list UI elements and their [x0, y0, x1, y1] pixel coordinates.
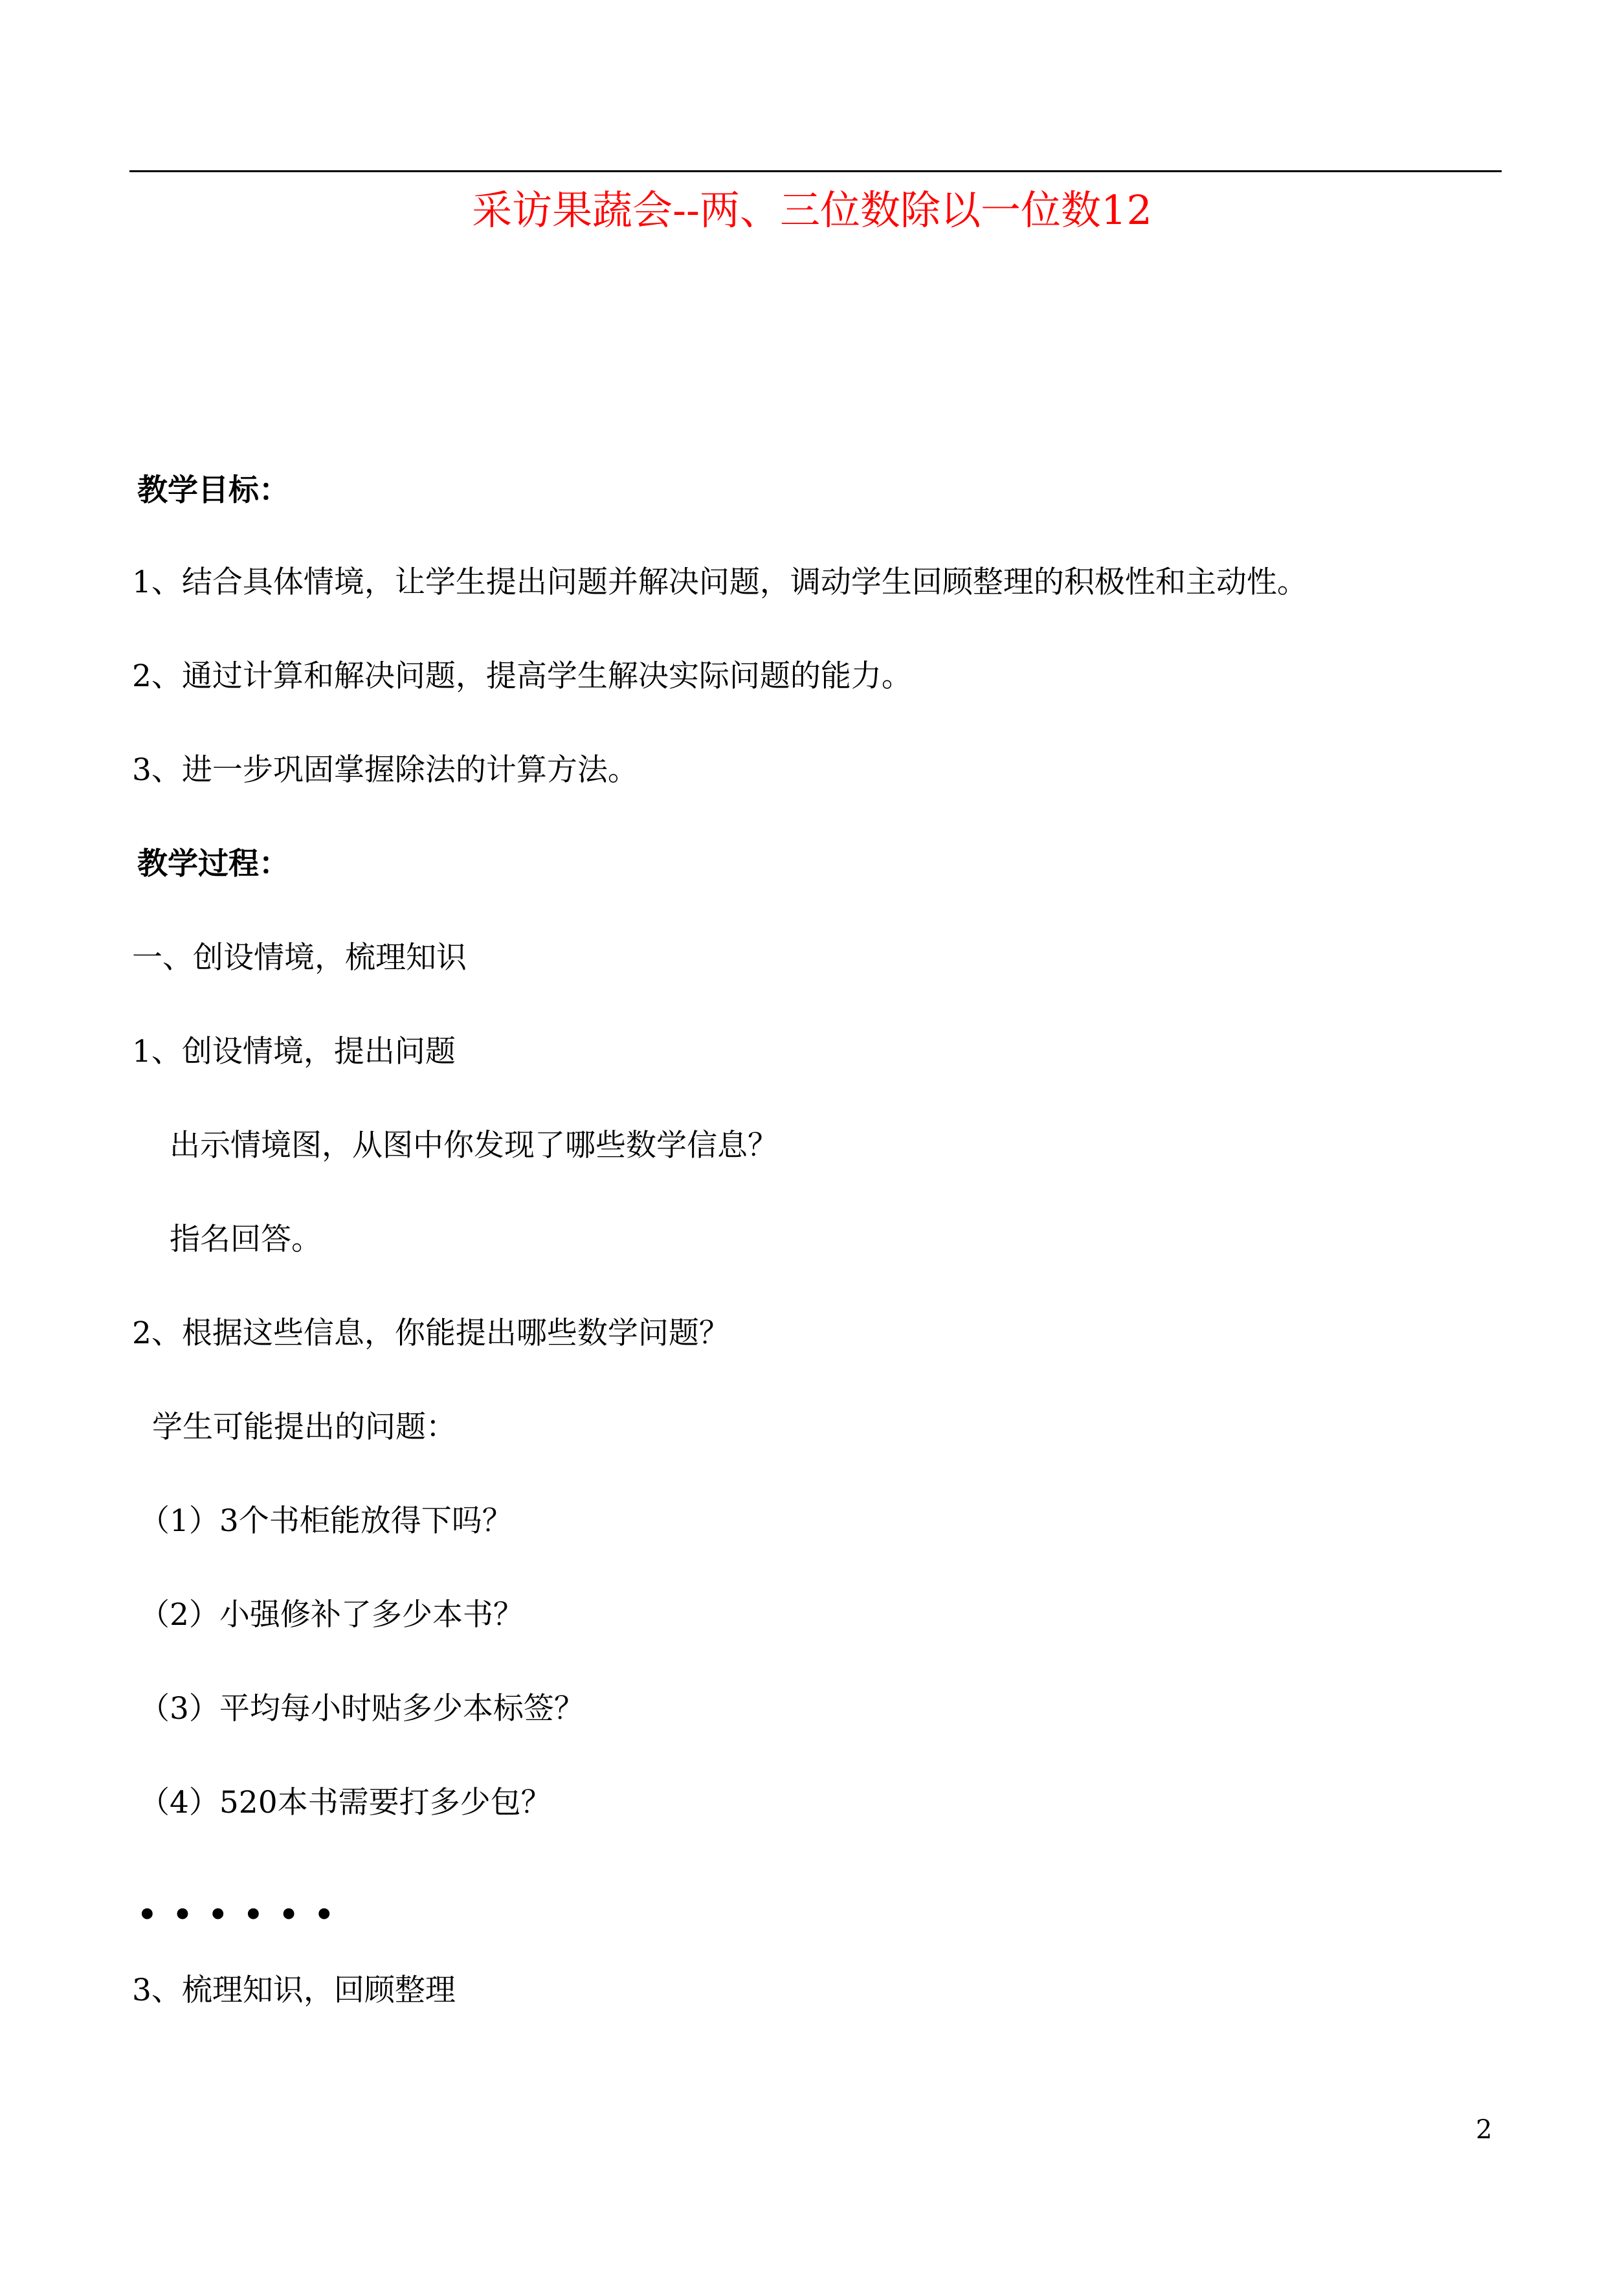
possible-questions-label: 学生可能提出的问题： [152, 1409, 456, 1445]
goal-item-2: 2、通过计算和解决问题，提高学生解决实际问题的能力。 [132, 658, 912, 694]
ellipsis-dots: •••••• [137, 1897, 350, 1933]
possible-question-1: （1）3个书柜能放得下吗？ [139, 1503, 513, 1539]
document-title: 采访果蔬会--两、三位数除以一位数12 [472, 186, 1152, 234]
goal-item-3: 3、进一步巩固掌握除法的计算方法。 [132, 752, 638, 788]
process-part-1-heading: 一、创设情境，梳理知识 [132, 940, 467, 976]
header-rule [129, 170, 1502, 172]
goal-item-1: 1、结合具体情境，让学生提出问题并解决问题，调动学生回顾整理的积极性和主动性。 [132, 565, 1307, 600]
page-number: 2 [1476, 2115, 1493, 2145]
possible-question-3: （3）平均每小时贴多少本标签？ [139, 1691, 584, 1727]
process-step-1: 1、创设情境，提出问题 [132, 1034, 456, 1069]
section-heading-teaching-process: 教学过程： [137, 846, 289, 882]
section-heading-teaching-goals: 教学目标： [137, 473, 289, 508]
process-step-1-detail: 出示情境图，从图中你发现了哪些数学信息？ [170, 1128, 778, 1163]
possible-question-4: （4）520本书需要打多少包？ [139, 1785, 551, 1820]
process-step-3: 3、梳理知识，回顾整理 [132, 1973, 456, 2008]
process-step-1-answer: 指名回答。 [170, 1222, 322, 1257]
possible-question-2: （2）小强修补了多少本书？ [139, 1597, 524, 1633]
process-step-2: 2、根据这些信息，你能提出哪些数学问题？ [132, 1315, 729, 1351]
